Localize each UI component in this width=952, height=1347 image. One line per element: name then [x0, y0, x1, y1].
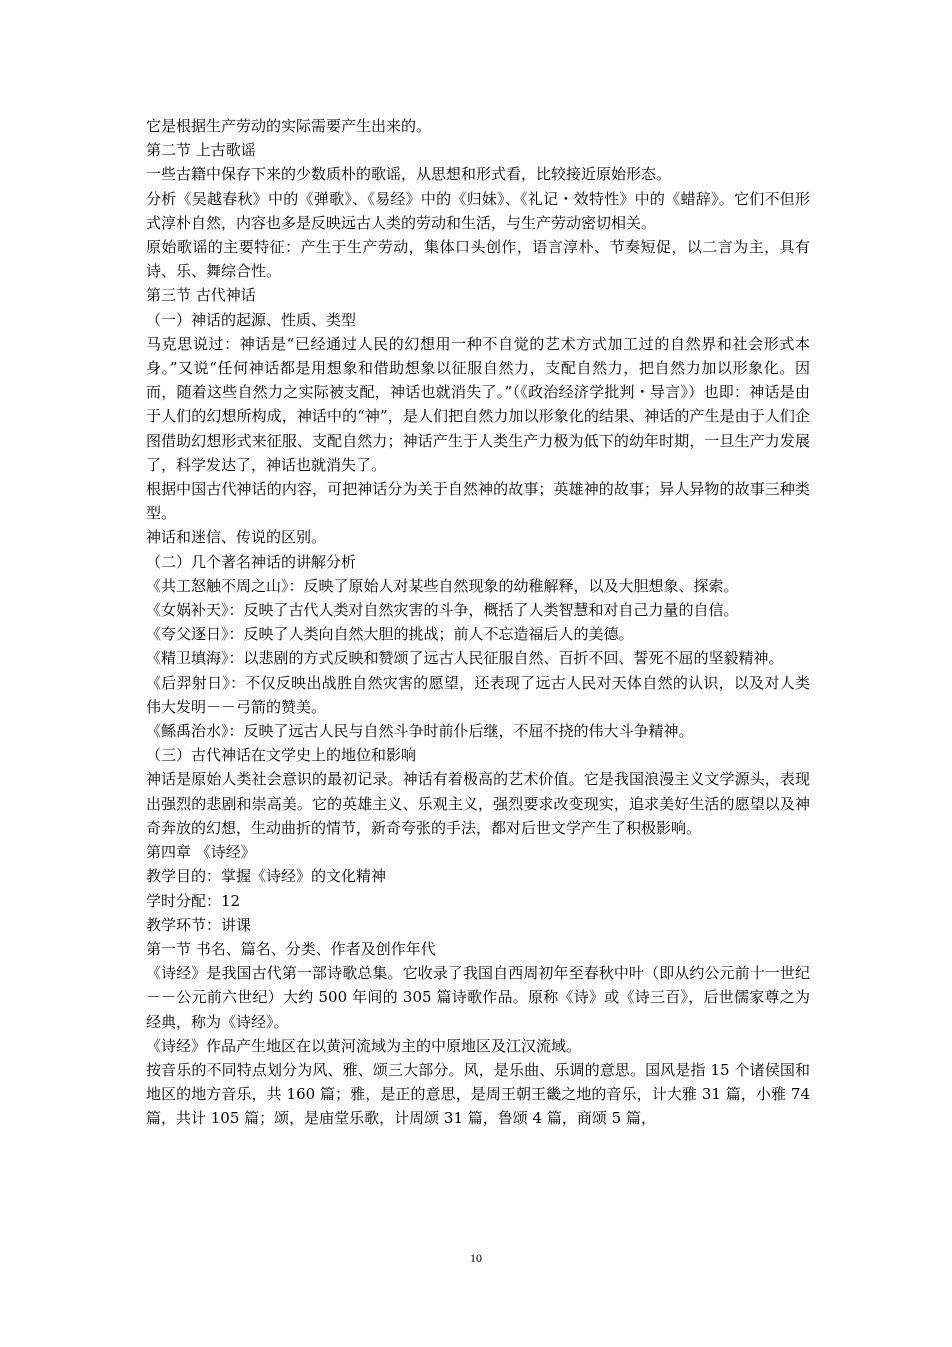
- paragraph: 《诗经》作品产生地区在以黄河流域为主的中原地区及江汉流域。: [146, 1036, 582, 1055]
- paragraph: 一些古籍中保存下来的少数质朴的歌谣，从思想和形式看，比较接近原始形态。: [146, 165, 672, 184]
- paragraph: 分析《吴越春秋》中的《弹歌》、《易经》中的《归妹》、《礼记・效特性》中的《蜡辞》。它们不但形式淳朴自然，内容也多是反映远古人类的劳动和生活，与生产劳动密切相关。: [146, 189, 810, 232]
- subsection-heading: （三）古代神话在文学史上的地位和影响: [146, 746, 417, 765]
- subsection-heading: （一）神话的起源、性质、类型: [146, 310, 357, 329]
- page-body: [146, 114, 810, 1131]
- paragraph: 学时分配：12: [146, 891, 241, 910]
- paragraph: 按音乐的不同特点划分为风、雅、颂三大部分。风，是乐曲、乐调的意思。国风是指 15 个诸侯国和地区的地方音乐，共 160 篇；雅，是正的意思，是周王朝王畿之地的音乐，计大雅 31 篇，小雅 74 篇，共计 105 篇；颂，是庙堂乐歌，计周颂 31 篇，鲁颂 4 篇，商颂 5 篇，: [146, 1060, 810, 1128]
- paragraph: 《精卫填海》：以悲剧的方式反映和赞颂了远古人民征服自然、百折不回、誓死不屈的坚毅精神。: [146, 649, 784, 668]
- paragraph: 《后羿射日》：不仅反映出战胜自然灾害的愿望，还表现了远古人民对天体自然的认识，以及对人类伟大发明－－弓箭的赞美。: [146, 673, 810, 716]
- paragraph: 《共工怒触不周之山》：反映了原始人对某些自然现象的幼稚解释，以及大胆想象、探索。: [146, 576, 739, 595]
- paragraph: 《女娲补天》：反映了古代人类对自然灾害的斗争，概括了人类智慧和对自己力量的自信。: [146, 601, 739, 620]
- paragraph: 原始歌谣的主要特征：产生于生产劳动，集体口头创作，语言淳朴、节奏短促，以二言为主，具有诗、乐、舞综合性。: [146, 238, 810, 281]
- page-number: 10: [470, 1251, 482, 1265]
- chapter-heading: 第四章 《诗经》: [146, 843, 256, 862]
- paragraph: 马克思说过：神话是“已经通过人民的幻想用一种不自觉的艺术方式加工过的自然界和社会形式本身。”又说“任何神话都是用想象和借助想象以征服自然力，支配自然力，把自然力加以形象化。因而，随着这些自然力之实际被支配，神话也就消失了。”（《政治经济学批判・导言》）也即：神话是由于人们的幻想所构成，神话中的“神”，是人们把自然力加以形象化的结果、神话的产生是由于人们企图借助幻想形式来征服、支配自然力；神话产生于人类生产力极为低下的幼年时期，一旦生产力发展了，科学发达了，神话也就消失了。: [146, 334, 810, 474]
- paragraph: 教学环节：讲课: [146, 915, 252, 934]
- paragraph: 教学目的：掌握《诗经》的文化精神: [146, 867, 387, 886]
- paragraph: 神话是原始人类社会意识的最初记录。神话有着极高的艺术价值。它是我国浪漫主义文学源头，表现出强烈的悲剧和崇高美。它的英雄主义、乐观主义，强烈要求改变现实，追求美好生活的愿望以及神奇奔放的幻想，生动曲折的情节，新奇夸张的手法，都对后世文学产生了积极影响。: [146, 770, 810, 837]
- paragraph: 《夸父逐日》：反映了人类向自然大胆的挑战；前人不忘造福后人的美德。: [146, 625, 634, 644]
- section-heading: 第一节 书名、篇名、分类、作者及创作年代: [146, 939, 436, 958]
- paragraph: 《诗经》是我国古代第一部诗歌总集。它收录了我国自西周初年至春秋中叶（即从约公元前十一世纪－－公元前六世纪）大约 500 年间的 305 篇诗歌作品。原称《诗》或《诗三百》，后世儒家尊之为经典，称为《诗经》。: [146, 964, 810, 1031]
- section-heading: 第三节 古代神话: [146, 286, 256, 305]
- paragraph: 它是根据生产劳动的实际需要产生出来的。: [146, 117, 432, 135]
- paragraph: 《鲧禹治水》：反映了远古人民与自然斗争时前仆后继，不屈不挠的伟大斗争精神。: [146, 722, 694, 741]
- subsection-heading: （二）几个著名神话的讲解分析: [146, 552, 357, 571]
- section-heading: 第二节 上古歌谣: [146, 141, 256, 160]
- paragraph: 神话和迷信、传说的区别。: [146, 528, 327, 547]
- paragraph: 根据中国古代神话的内容，可把神话分为关于自然神的故事；英雄神的故事；异人异物的故事三种类型。: [146, 480, 810, 523]
